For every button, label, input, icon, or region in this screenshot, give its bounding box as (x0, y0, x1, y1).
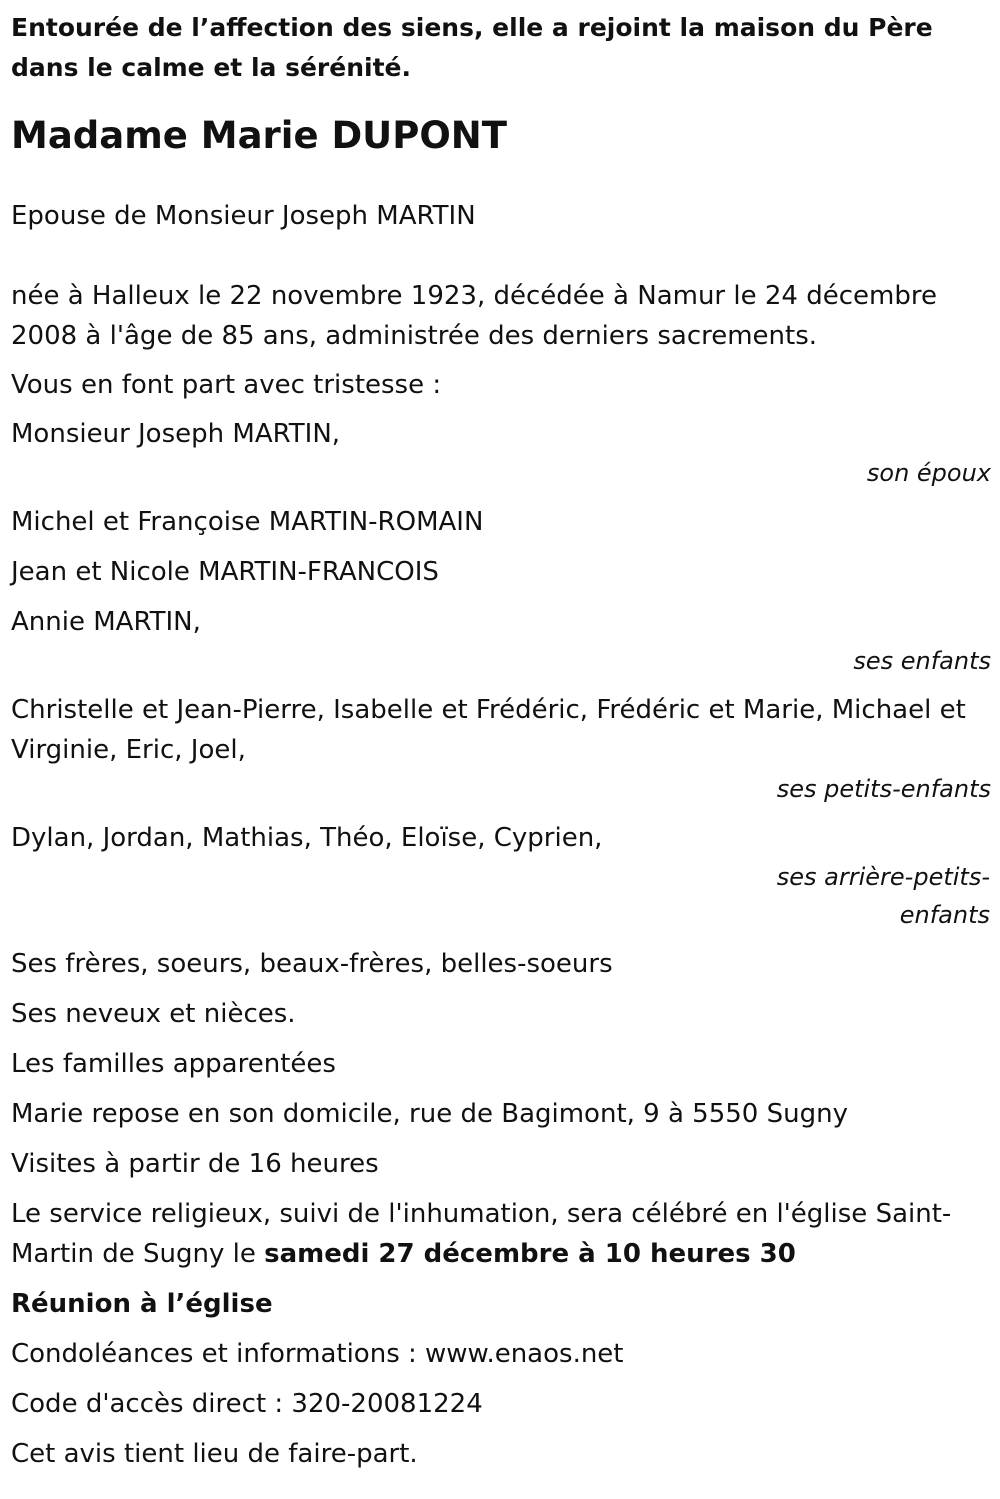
great-grandchildren-names: Dylan, Jordan, Mathias, Théo, Eloïse, Cyprien, (11, 823, 603, 853)
service-text (11, 1194, 990, 1274)
spouse-role: son époux (866, 459, 991, 487)
great-grandchildren-role: ses arrière-petits-enfants (776, 863, 990, 929)
service-date: samedi 27 décembre à 10 heures 30 (264, 1239, 796, 1269)
child-name: Annie MARTIN, (11, 607, 201, 637)
access-code-text: Code d'accès direct : 320-20081224 (11, 1389, 483, 1419)
repose-text: Marie repose en son domicile, rue de Bagimont, 9 à 5550 Sugny (11, 1099, 848, 1129)
meeting-text: Réunion à l’église (11, 1289, 273, 1319)
spouse-name: Monsieur Joseph MARTIN, (11, 419, 341, 449)
family-line: Ses frères, soeurs, beaux-frères, belles-soeurs (11, 949, 613, 979)
birth-death-text: née à Halleux le 22 novembre 1923, décédée à Namur le 24 décembre 2008 à l'âge de 85 ans, administrée des derniers sacrements. (11, 281, 937, 351)
condolences-text: Condoléances et informations : www.enaos.net (11, 1339, 624, 1369)
spouse-line: Epouse de Monsieur Joseph MARTIN (11, 201, 476, 231)
child-name: Michel et Françoise MARTIN-ROMAIN (11, 507, 484, 537)
deceased-name: Madame Marie DUPONT (11, 114, 507, 157)
service-prefix: Le service religieux, suivi de l'inhumation, sera célébré en l'église Saint-Martin de Sugny le (11, 1199, 952, 1269)
closing-text: Cet avis tient lieu de faire-part. (11, 1439, 418, 1469)
family-line: Les familles apparentées (11, 1049, 336, 1079)
grandchildren-role: ses petits-enfants (776, 775, 991, 803)
children-role: ses enfants (853, 647, 991, 675)
family-line: Ses neveux et nièces. (11, 999, 296, 1029)
grandchildren-names: Christelle et Jean-Pierre, Isabelle et Frédéric, Frédéric et Marie, Michael et Virginie, Eric, Joel, (11, 695, 966, 765)
announce-text: Vous en font part avec tristesse : (11, 370, 442, 400)
visits-text: Visites à partir de 16 heures (11, 1149, 379, 1179)
child-name: Jean et Nicole MARTIN-FRANCOIS (11, 557, 439, 587)
intro-text: Entourée de l’affection des siens, elle a rejoint la maison du Père dans le calme et la sérénité. (11, 13, 933, 82)
